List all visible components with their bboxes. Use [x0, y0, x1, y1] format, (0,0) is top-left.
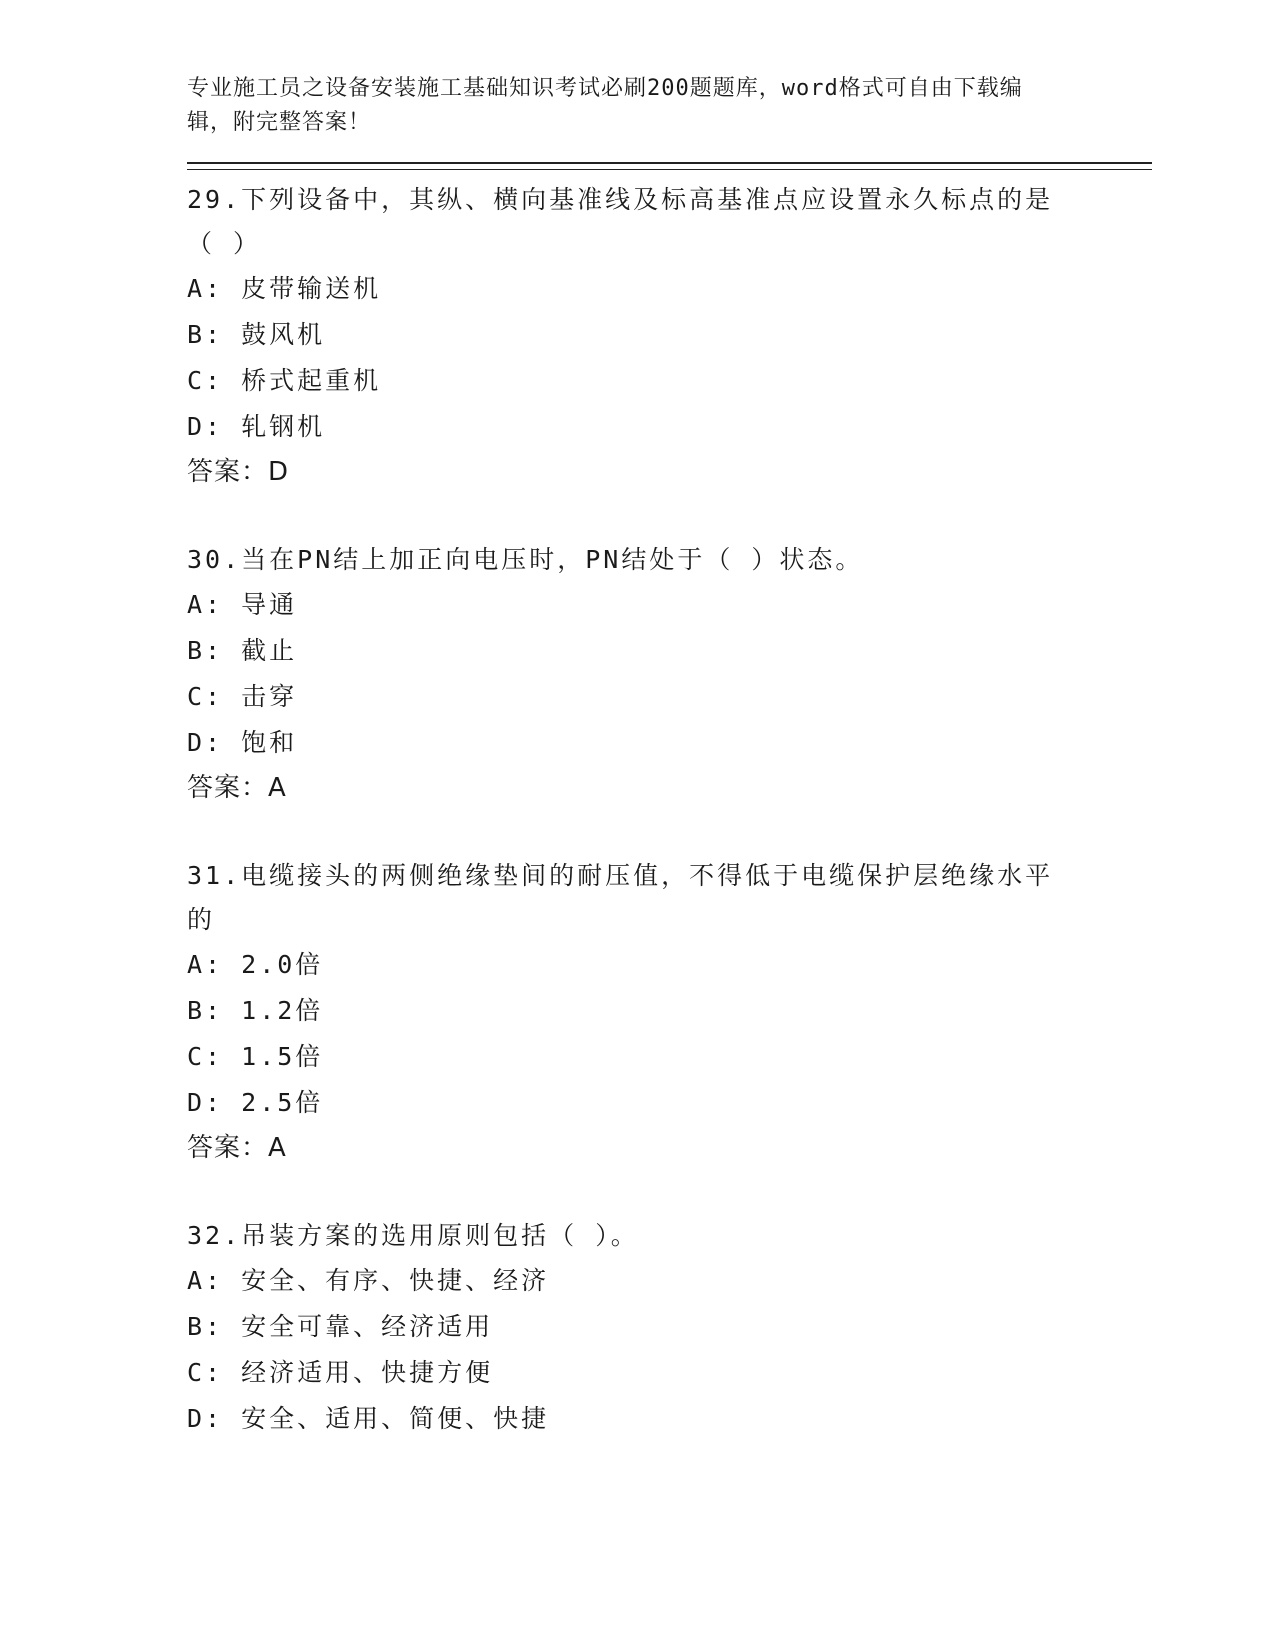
document-page [187, 72, 1152, 1486]
option-d: D: 轧钢机 [187, 412, 326, 441]
question-list [187, 178, 1152, 1442]
option-d: D: 2.5倍 [187, 1088, 324, 1117]
option-c: C: 1.5倍 [187, 1042, 324, 1071]
option-d: D: 安全、适用、简便、快捷 [187, 1404, 550, 1433]
option-b: B: 1.2倍 [187, 996, 324, 1025]
question-31 [187, 854, 1152, 1170]
option-a: A: 2.0倍 [187, 950, 324, 979]
question-29 [187, 178, 1152, 494]
option-b: B: 安全可靠、经济适用 [187, 1312, 494, 1341]
document-header: 专业施工员之设备安装施工基础知识考试必刷200题题库，word格式可自由下载编辑，附完整答案！ [187, 76, 1023, 135]
option-c: C: 桥式起重机 [187, 366, 382, 395]
question-stem: 32.吊装方案的选用原则包括（ ）。 [187, 1221, 639, 1250]
option-d: D: 饱和 [187, 728, 298, 757]
option-c: C: 击穿 [187, 682, 298, 711]
option-a: A: 皮带输送机 [187, 274, 382, 303]
option-a: A: 安全、有序、快捷、经济 [187, 1266, 550, 1295]
option-a: A: 导通 [187, 590, 298, 619]
question-32 [187, 1214, 1152, 1442]
option-c: C: 经济适用、快捷方便 [187, 1358, 494, 1387]
question-stem: 31.电缆接头的两侧绝缘垫间的耐压值，不得低于电缆保护层绝缘水平的 [187, 861, 1054, 934]
question-30 [187, 538, 1152, 810]
answer-line: 答案：D [187, 457, 290, 487]
option-b: B: 截止 [187, 636, 298, 665]
answer-line: 答案：A [187, 773, 287, 803]
answer-line: 答案：A [187, 1133, 287, 1163]
question-stem: 30.当在PN结上加正向电压时，PN结处于（ ）状态。 [187, 545, 864, 574]
header-divider [187, 162, 1152, 170]
question-stem: 29.下列设备中，其纵、横向基准线及标高基准点应设置永久标点的是（ ） [187, 185, 1054, 258]
option-b: B: 鼓风机 [187, 320, 326, 349]
